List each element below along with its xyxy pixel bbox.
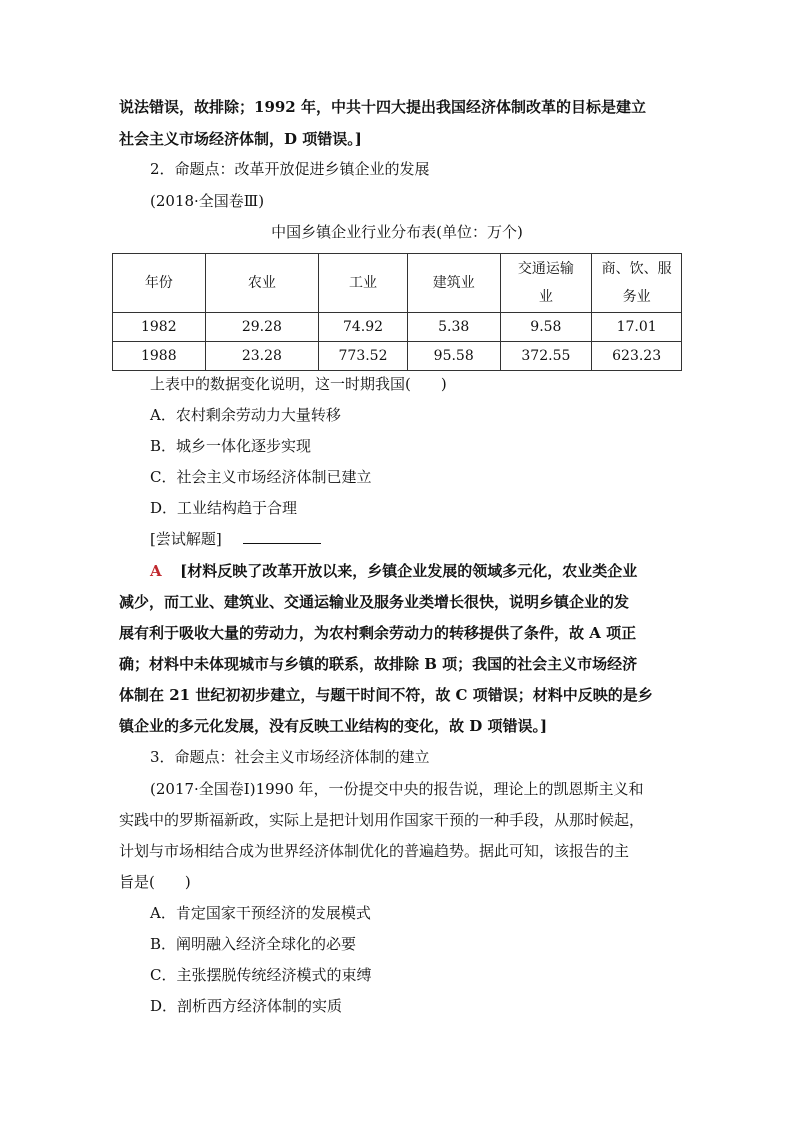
q2-option-d: D．工业结构趋于合理 — [150, 499, 298, 517]
q2-option-b: B．城乡一体化逐步实现 — [150, 437, 312, 455]
header-cell — [500, 254, 592, 313]
header-cell-line: 业 — [538, 289, 553, 305]
q2-source: (2018·全国卷Ⅲ) — [150, 192, 265, 210]
header-cell: 农业 — [205, 254, 319, 313]
q2-option-c: C．社会主义市场经济体制已建立 — [150, 468, 372, 486]
header-cell-line: 交通运输 — [517, 261, 574, 277]
table-cell: 623.23 — [592, 342, 682, 371]
table-cell: 372.55 — [500, 342, 592, 371]
q3-option-b: B．阐明融入经济全球化的必要 — [150, 935, 357, 953]
header-cell: 年份 — [113, 254, 206, 313]
header-cell — [592, 254, 682, 313]
header-cell: 建筑业 — [407, 254, 500, 313]
q3-stem-line-3: 计划与市场相结合成为世界经济体制优化的普遍趋势。据此可知，该报告的主 — [119, 842, 630, 860]
table-cell: 9.58 — [500, 313, 592, 342]
q2-option-a: A．农村剩余劳动力大量转移 — [150, 406, 341, 424]
table-cell: 29.28 — [205, 313, 319, 342]
table-cell: 5.38 — [407, 313, 500, 342]
q3-stem-line-4: 旨是( ) — [119, 873, 191, 891]
answer-line-3: 展有利于吸收大量的劳动力，为农村剩余劳动力的转移提供了条件，故 A 项正 — [119, 624, 637, 642]
table-cell: 1988 — [113, 342, 206, 371]
header-cell: 工业 — [319, 254, 408, 313]
answer-blank — [243, 529, 321, 544]
q3-option-a: A．肯定国家干预经济的发展模式 — [150, 904, 371, 922]
q3-heading: 3．命题点：社会主义市场经济体制的建立 — [150, 748, 430, 766]
table-cell: 773.52 — [319, 342, 408, 371]
table-cell: 23.28 — [205, 342, 319, 371]
answer-line-6: 镇企业的多元化发展，没有反映工业结构的变化，故 D 项错误。] — [119, 717, 548, 735]
answer-line-5: 体制在 21 世纪初初步建立，与题干时间不符，故 C 项错误；材料中反映的是乡 — [119, 686, 653, 704]
q3-stem-line-1: (2017·全国卷Ⅰ)1990 年，一份提交中央的报告说，理论上的凯恩斯主义和 — [150, 780, 644, 798]
q3-stem-line-2: 实践中的罗斯福新政，实际上是把计划用作国家干预的一种手段，从那时候起， — [119, 811, 645, 829]
answer-line-1 — [150, 561, 637, 581]
q2-stem: 上表中的数据变化说明，这一时期我国( ) — [150, 375, 447, 393]
table-row — [113, 313, 682, 342]
answer-line-4: 确；材料中未体现城市与乡镇的联系，故排除 B 项；我国的社会主义市场经济 — [119, 655, 638, 673]
intro-line-1: 说法错误，故排除；1992 年，中共十四大提出我国经济体制改革的目标是建立 — [119, 98, 646, 116]
table-row — [113, 342, 682, 371]
answer-text: [材料反映了改革开放以来，乡镇企业发展的领域多元化，农业类企业 — [180, 562, 638, 580]
header-cell-line: 务业 — [622, 289, 651, 305]
enterprise-distribution-table — [112, 253, 682, 371]
intro-line-2: 社会主义市场经济体制，D 项错误。] — [119, 130, 362, 148]
q3-option-d: D．剖析西方经济体制的实质 — [150, 997, 343, 1015]
table-cell: 17.01 — [592, 313, 682, 342]
table-cell: 1982 — [113, 313, 206, 342]
table-header-row — [113, 254, 682, 313]
header-cell-line: 商、饮、服 — [601, 261, 672, 277]
try-solve-label: [尝试解题] — [150, 530, 222, 548]
table-cell: 95.58 — [407, 342, 500, 371]
table-cell: 74.92 — [319, 313, 408, 342]
try-solve-row — [150, 529, 321, 549]
answer-line-2: 减少，而工业、建筑业、交通运输业及服务业类增长很快，说明乡镇企业的发 — [119, 593, 630, 611]
q2-heading: 2．命题点：改革开放促进乡镇企业的发展 — [150, 160, 430, 178]
answer-letter: A — [150, 562, 162, 580]
table-title: 中国乡镇企业行业分布表(单位：万个) — [271, 223, 523, 241]
q3-option-c: C．主张摆脱传统经济模式的束缚 — [150, 966, 372, 984]
